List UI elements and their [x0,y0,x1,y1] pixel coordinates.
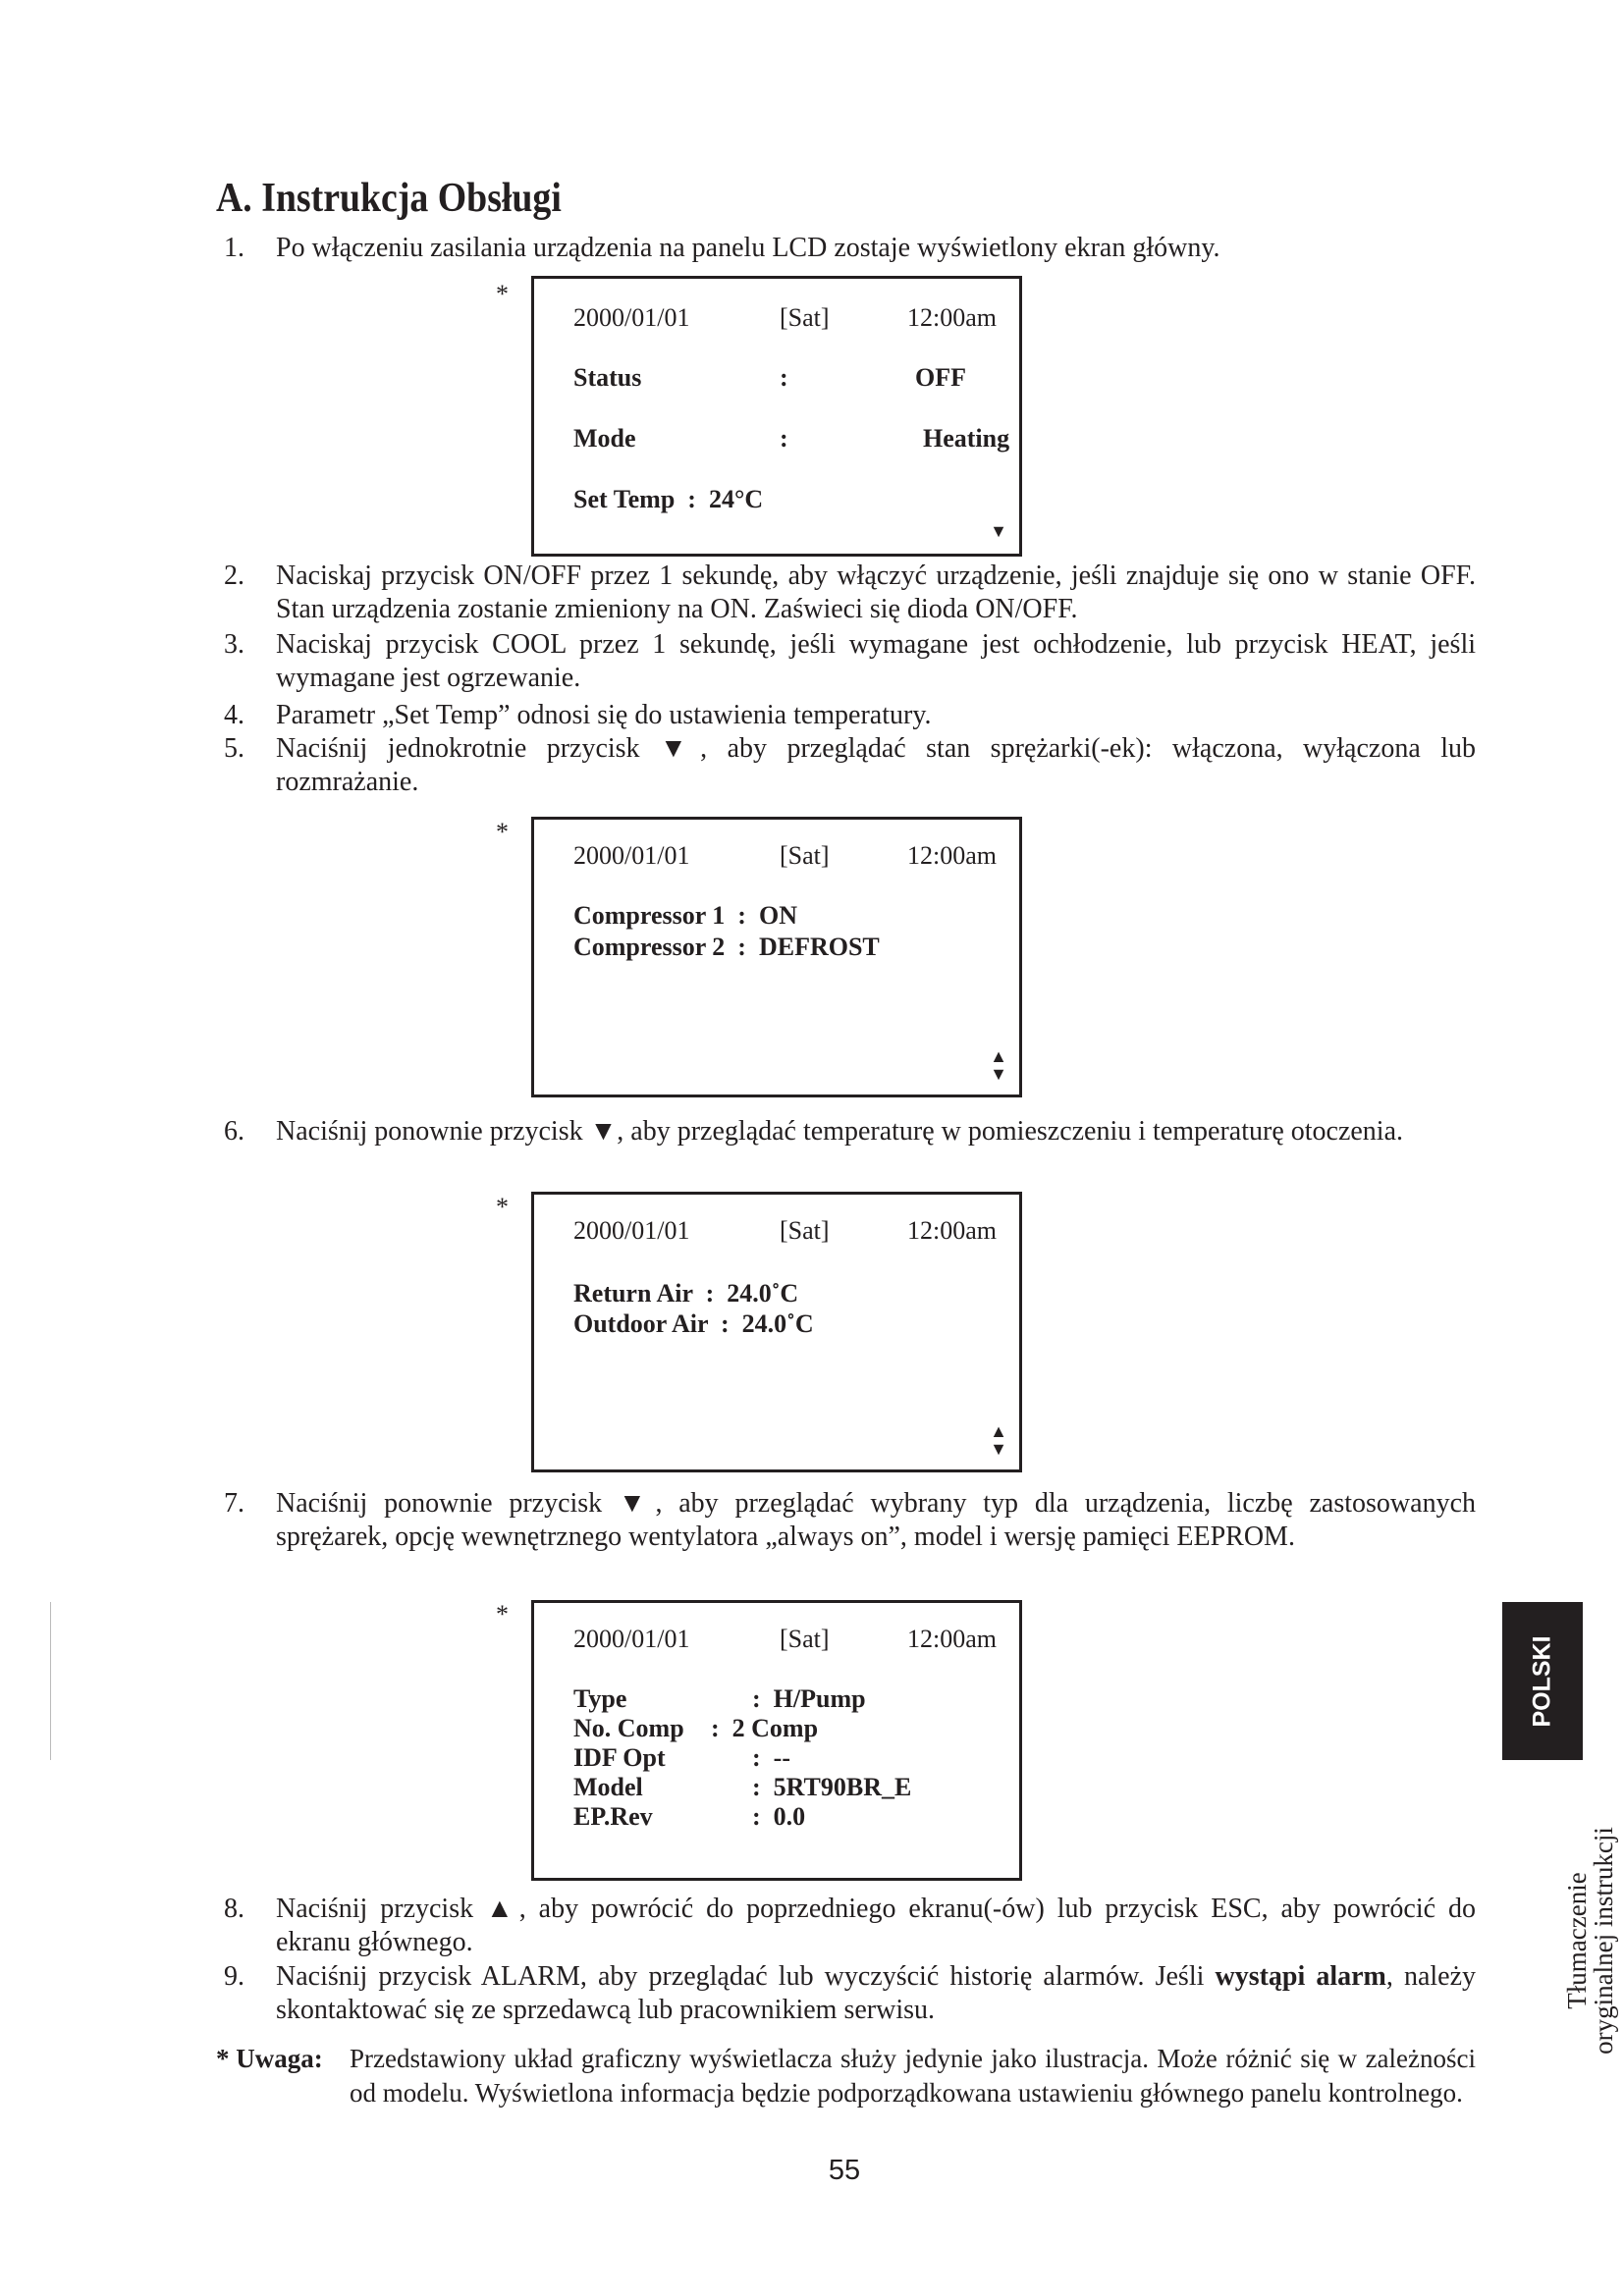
lcd-compressor-1: Compressor 1 : ON [573,901,797,930]
step-text-bold: wystąpi alarm [1215,1961,1386,1992]
step-text: Parametr „Set Temp” odnosi się do ustawienia temperatury. [276,700,932,730]
step-number: 1. [224,233,244,263]
step-6 [224,1115,1476,1148]
step-text-a: Naciśnij przycisk ALARM, aby przeglądać lub wyczyścić historię alarmów. Jeśli [276,1961,1216,1992]
step-text: Naciskaj przycisk ON/OFF przez 1 sekundę, aby włączyć urządzenie, jeśli znajduje się ono w stanie OFF. Stan urządzenia zostanie zmieniony na ON. Zaświeci się dioda ON/OFF. [276,561,1476,624]
step-number: 5. [224,733,244,764]
step-number: 6. [224,1116,244,1147]
asterisk: * [496,1600,509,1629]
step-text: Po włączeniu zasilania urządzenia na panelu LCD zostaje wyświetlony ekran główny. [276,233,1220,263]
side-caption [1564,1813,1617,2068]
lcd-compressor-2: Compressor 2 : DEFROST [573,933,880,961]
side-caption-line1: Tłumaczenie [1562,1872,1592,2009]
lcd-colon: : [780,363,788,392]
lcd-mode-value: Heating [923,424,1010,453]
lcd-date: 2000/01/01 [573,303,690,332]
step-number: 7. [224,1488,244,1519]
step-number: 4. [224,700,244,730]
lcd-eprev-value: : 0.0 [752,1802,806,1831]
language-tab-label: POLSKI [1528,1634,1556,1728]
lcd-day: [Sat] [780,303,830,332]
step-number: 9. [224,1961,244,1992]
step-text [276,1960,1476,2027]
lcd-status-value: OFF [915,363,966,392]
step-9 [224,1960,1476,2027]
asterisk: * [496,1193,509,1221]
step-text: Naciśnij ponownie przycisk ▼, aby przeglądać temperaturę w pomieszczeniu i temperaturę otoczenia. [276,1116,1404,1147]
step-number: 3. [224,629,244,660]
lcd-set-temp: Set Temp : 24°C [573,485,764,513]
step-text-c: , należy skontaktować się ze sprzedawcą lub pracownikiem serwisu. [276,1961,1477,2025]
lcd-day: [Sat] [780,1625,830,1653]
step-8 [224,1893,1476,1959]
lcd-time: 12:00am [907,1216,997,1245]
lcd-type-label: Type [573,1684,627,1713]
lcd-screen-main [531,276,1022,557]
lcd-outdoor-air: Outdoor Air : 24.0˚C [573,1309,814,1338]
side-caption-line2: oryginalnej instrukcji [1589,1827,1618,2055]
lcd-status-label: Status [573,363,642,392]
lcd-date: 2000/01/01 [573,841,690,870]
lcd-comp-label: No. Comp [573,1714,684,1742]
lcd-comp-value: : 2 Comp [711,1714,819,1742]
lcd-screen-unit-info [531,1600,1022,1881]
step-3 [224,628,1476,695]
lcd-date: 2000/01/01 [573,1625,690,1653]
step-4 [224,699,1476,732]
step-text: Naciśnij przycisk ▲, aby powrócić do poprzedniego ekranu(-ów) lub przycisk ESC, aby powrócić do ekranu głównego. [276,1894,1476,1957]
step-5 [224,732,1476,799]
note-text: Przedstawiony układ graficzny wyświetlacza służy jedynie jako ilustracja. Może różnić się w zależności od modelu. Wyświetlona informacja będzie podporządkowana ustawieniu głównego panelu kontrolnego. [350,2044,1476,2108]
lcd-eprev-label: EP.Rev [573,1802,653,1831]
step-text: Naciśnij jednokrotnie przycisk ▼, aby przeglądać stan sprężarki(-ek): włączona, wyłączona lub rozmrażanie. [276,733,1476,797]
lcd-time: 12:00am [907,303,997,332]
step-number: 2. [224,561,244,591]
lcd-idf-value: : -- [752,1743,790,1772]
section-title: A. Instrukcja Obsługi [216,176,562,221]
step-2 [224,560,1476,626]
down-arrow-icon: ▼ [990,521,1007,541]
lcd-type-value: : H/Pump [752,1684,866,1713]
lcd-day: [Sat] [780,1216,830,1245]
lcd-mode-label: Mode [573,424,636,453]
up-arrow-icon: ▲ [990,1421,1007,1441]
step-text: Naciśnij ponownie przycisk ▼, aby przeglądać wybrany typ dla urządzenia, liczbę zastosowanych sprężarek, opcję wewnętrznego wentylatora „always on”, model i wersję pamięci EEPROM. [276,1488,1476,1552]
down-arrow-icon: ▼ [990,1439,1007,1459]
step-7 [224,1487,1476,1554]
margin-rule [50,1602,51,1760]
language-tab [1502,1602,1583,1760]
page-number: 55 [828,2155,861,2186]
lcd-date: 2000/01/01 [573,1216,690,1245]
step-text: Naciskaj przycisk COOL przez 1 sekundę, jeśli wymagane jest ochłodzenie, lub przycisk HEAT, jeśli wymagane jest ogrzewanie. [276,629,1476,693]
lcd-colon: : [780,424,788,453]
step-number: 8. [224,1894,244,1924]
lcd-day: [Sat] [780,841,830,870]
lcd-idf-label: IDF Opt [573,1743,666,1772]
step-1 [224,232,1476,265]
lcd-model-label: Model [573,1773,643,1801]
asterisk: * [496,818,509,846]
down-arrow-icon: ▼ [990,1064,1007,1084]
lcd-return-air: Return Air : 24.0˚C [573,1279,799,1308]
lcd-time: 12:00am [907,1625,997,1653]
lcd-screen-compressor [531,817,1022,1097]
up-arrow-icon: ▲ [990,1046,1007,1066]
note [216,2042,1476,2110]
note-label: * Uwaga: [216,2044,323,2073]
asterisk: * [496,280,509,308]
lcd-time: 12:00am [907,841,997,870]
lcd-model-value: : 5RT90BR_E [752,1773,912,1801]
lcd-screen-temperature [531,1192,1022,1472]
